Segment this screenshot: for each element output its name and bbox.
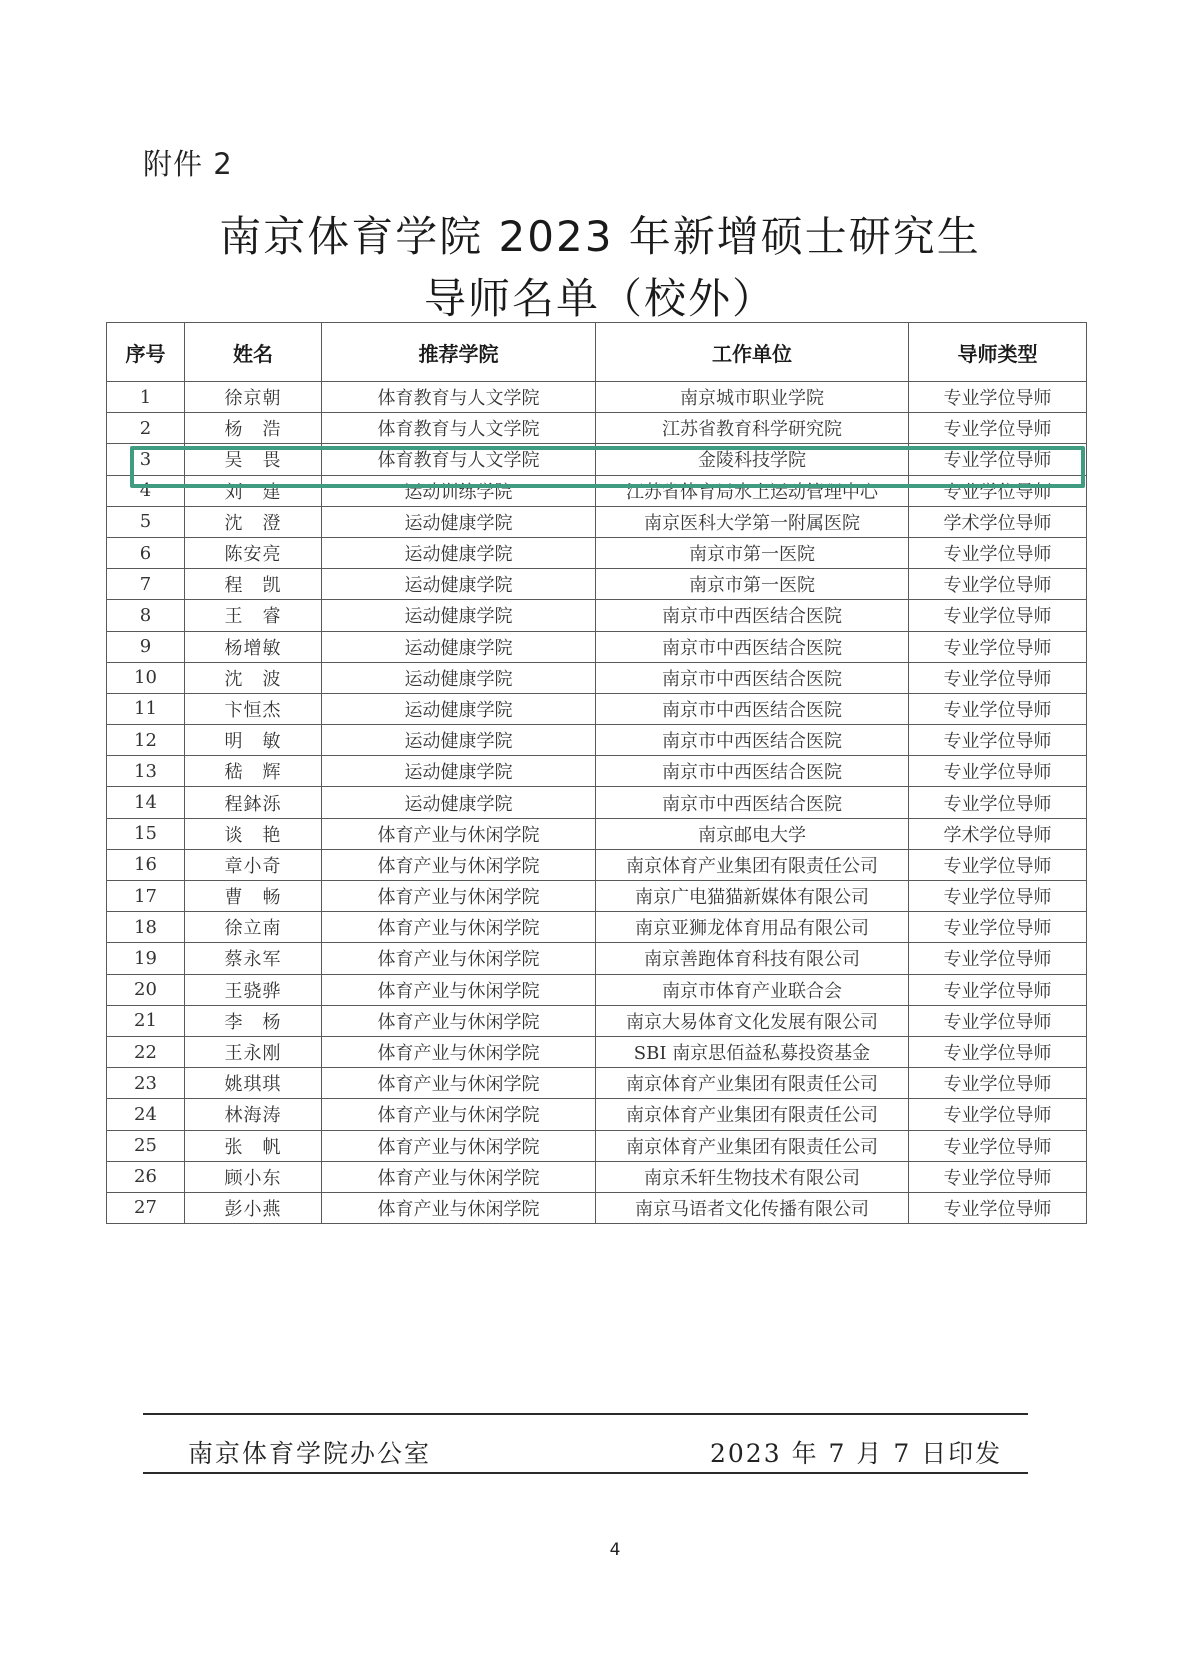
cell-work-unit: 南京广电猫猫新媒体有限公司 — [596, 881, 909, 912]
cell-college: 体育产业与休闲学院 — [322, 1005, 596, 1036]
cell-name: 吴 畏 — [185, 444, 322, 475]
table-row — [107, 506, 1087, 537]
cell-work-unit: 金陵科技学院 — [596, 444, 909, 475]
cell-college: 体育产业与休闲学院 — [322, 1192, 596, 1223]
cell-supervisor-type: 专业学位导师 — [909, 912, 1087, 943]
cell-supervisor-type: 专业学位导师 — [909, 787, 1087, 818]
cell-college: 体育产业与休闲学院 — [322, 974, 596, 1005]
cell-serial: 18 — [107, 912, 185, 943]
cell-serial: 6 — [107, 537, 185, 568]
cell-work-unit: 南京体育产业集团有限责任公司 — [596, 849, 909, 880]
cell-work-unit: 南京市第一医院 — [596, 569, 909, 600]
header-supervisor-type: 导师类型 — [909, 323, 1087, 382]
cell-supervisor-type: 专业学位导师 — [909, 1068, 1087, 1099]
cell-college: 运动健康学院 — [322, 506, 596, 537]
cell-name: 沈 澄 — [185, 506, 322, 537]
table-row — [107, 943, 1087, 974]
table-row — [107, 912, 1087, 943]
cell-college: 体育产业与休闲学院 — [322, 1068, 596, 1099]
cell-name: 曹 畅 — [185, 881, 322, 912]
cell-work-unit: 南京医科大学第一附属医院 — [596, 506, 909, 537]
cell-supervisor-type: 专业学位导师 — [909, 382, 1087, 413]
cell-name: 程 凯 — [185, 569, 322, 600]
cell-college: 体育产业与休闲学院 — [322, 881, 596, 912]
cell-name: 顾小东 — [185, 1161, 322, 1192]
cell-college: 体育产业与休闲学院 — [322, 1130, 596, 1161]
cell-college: 运动健康学院 — [322, 756, 596, 787]
footer-top-rule — [143, 1413, 1028, 1415]
cell-college: 体育产业与休闲学院 — [322, 818, 596, 849]
cell-serial: 21 — [107, 1005, 185, 1036]
cell-work-unit: 南京亚狮龙体育用品有限公司 — [596, 912, 909, 943]
cell-serial: 16 — [107, 849, 185, 880]
table-body — [107, 382, 1087, 1224]
cell-college: 运动健康学院 — [322, 569, 596, 600]
cell-college: 运动健康学院 — [322, 725, 596, 756]
cell-name: 王骁骅 — [185, 974, 322, 1005]
table-row — [107, 1099, 1087, 1130]
cell-serial: 17 — [107, 881, 185, 912]
cell-name: 卞恒杰 — [185, 693, 322, 724]
cell-supervisor-type: 专业学位导师 — [909, 849, 1087, 880]
cell-supervisor-type: 专业学位导师 — [909, 413, 1087, 444]
cell-supervisor-type: 专业学位导师 — [909, 974, 1087, 1005]
cell-name: 姚琪琪 — [185, 1068, 322, 1099]
highlight-box — [130, 446, 1085, 488]
footer-bottom-rule — [143, 1472, 1028, 1474]
cell-serial: 4 — [107, 475, 185, 506]
cell-name: 陈安亮 — [185, 537, 322, 568]
cell-serial: 20 — [107, 974, 185, 1005]
footer-issuer: 南京体育学院办公室 — [188, 1439, 432, 1468]
table-row — [107, 756, 1087, 787]
cell-supervisor-type: 学术学位导师 — [909, 818, 1087, 849]
cell-college: 体育产业与休闲学院 — [322, 943, 596, 974]
cell-work-unit: 南京市体育产业联合会 — [596, 974, 909, 1005]
document-title-line1: 南京体育学院 2023 年新增硕士研究生 — [219, 212, 981, 261]
cell-serial: 14 — [107, 787, 185, 818]
table-row — [107, 1005, 1087, 1036]
document-title-line2: 导师名单（校外） — [423, 274, 776, 323]
cell-college: 体育教育与人文学院 — [322, 413, 596, 444]
cell-supervisor-type: 专业学位导师 — [909, 662, 1087, 693]
cell-college: 运动训练学院 — [322, 475, 596, 506]
cell-college: 体育产业与休闲学院 — [322, 1161, 596, 1192]
cell-name: 张 帆 — [185, 1130, 322, 1161]
cell-name: 刘 建 — [185, 475, 322, 506]
cell-college: 运动健康学院 — [322, 787, 596, 818]
cell-serial: 26 — [107, 1161, 185, 1192]
cell-serial: 15 — [107, 818, 185, 849]
cell-serial: 23 — [107, 1068, 185, 1099]
cell-serial: 1 — [107, 382, 185, 413]
cell-supervisor-type: 专业学位导师 — [909, 881, 1087, 912]
cell-college: 体育产业与休闲学院 — [322, 912, 596, 943]
cell-name: 王 睿 — [185, 600, 322, 631]
cell-supervisor-type: 专业学位导师 — [909, 756, 1087, 787]
cell-college: 体育产业与休闲学院 — [322, 1099, 596, 1130]
cell-name: 徐立南 — [185, 912, 322, 943]
cell-supervisor-type: 专业学位导师 — [909, 1005, 1087, 1036]
table-row — [107, 1192, 1087, 1223]
cell-supervisor-type: 专业学位导师 — [909, 600, 1087, 631]
cell-serial: 27 — [107, 1192, 185, 1223]
cell-work-unit: 南京市中西医结合医院 — [596, 631, 909, 662]
cell-college: 体育教育与人文学院 — [322, 382, 596, 413]
cell-supervisor-type: 专业学位导师 — [909, 1036, 1087, 1067]
cell-name: 明 敏 — [185, 725, 322, 756]
cell-work-unit: 南京体育产业集团有限责任公司 — [596, 1099, 909, 1130]
cell-work-unit: 南京善跑体育科技有限公司 — [596, 943, 909, 974]
cell-serial: 3 — [107, 444, 185, 475]
cell-name: 程鉢泺 — [185, 787, 322, 818]
header-name: 姓名 — [185, 323, 322, 382]
cell-serial: 7 — [107, 569, 185, 600]
cell-college: 体育产业与休闲学院 — [322, 1036, 596, 1067]
table-row — [107, 413, 1087, 444]
cell-work-unit: 南京市中西医结合医院 — [596, 600, 909, 631]
cell-college: 运动健康学院 — [322, 693, 596, 724]
table-row — [107, 662, 1087, 693]
cell-supervisor-type: 专业学位导师 — [909, 569, 1087, 600]
cell-serial: 9 — [107, 631, 185, 662]
table-row — [107, 600, 1087, 631]
cell-serial: 19 — [107, 943, 185, 974]
cell-supervisor-type: 专业学位导师 — [909, 943, 1087, 974]
header-work-unit: 工作单位 — [596, 323, 909, 382]
cell-name: 彭小燕 — [185, 1192, 322, 1223]
cell-work-unit: 南京市中西医结合医院 — [596, 725, 909, 756]
cell-supervisor-type: 专业学位导师 — [909, 725, 1087, 756]
cell-work-unit: 南京市第一医院 — [596, 537, 909, 568]
table-row — [107, 382, 1087, 413]
cell-work-unit: 南京城市职业学院 — [596, 382, 909, 413]
page-number: 4 — [609, 1540, 621, 1560]
cell-serial: 10 — [107, 662, 185, 693]
cell-serial: 24 — [107, 1099, 185, 1130]
cell-supervisor-type: 专业学位导师 — [909, 693, 1087, 724]
table-row — [107, 569, 1087, 600]
cell-work-unit: 南京邮电大学 — [596, 818, 909, 849]
cell-serial: 13 — [107, 756, 185, 787]
cell-name: 蔡永军 — [185, 943, 322, 974]
cell-supervisor-type: 专业学位导师 — [909, 444, 1087, 475]
cell-supervisor-type: 专业学位导师 — [909, 1192, 1087, 1223]
cell-work-unit: 南京市中西医结合医院 — [596, 787, 909, 818]
table-row — [107, 1130, 1087, 1161]
cell-serial: 22 — [107, 1036, 185, 1067]
header-college: 推荐学院 — [322, 323, 596, 382]
table-row — [107, 631, 1087, 662]
cell-work-unit: 南京马语者文化传播有限公司 — [596, 1192, 909, 1223]
table-row — [107, 1036, 1087, 1067]
cell-supervisor-type: 专业学位导师 — [909, 475, 1087, 506]
cell-name: 嵇 辉 — [185, 756, 322, 787]
cell-serial: 2 — [107, 413, 185, 444]
cell-name: 徐京朝 — [185, 382, 322, 413]
cell-supervisor-type: 专业学位导师 — [909, 631, 1087, 662]
table-row — [107, 1068, 1087, 1099]
cell-supervisor-type: 专业学位导师 — [909, 1130, 1087, 1161]
cell-name: 沈 波 — [185, 662, 322, 693]
cell-work-unit: 南京禾轩生物技术有限公司 — [596, 1161, 909, 1192]
cell-work-unit: 南京市中西医结合医院 — [596, 693, 909, 724]
table-header-row — [107, 323, 1087, 382]
cell-college: 运动健康学院 — [322, 631, 596, 662]
header-serial: 序号 — [107, 323, 185, 382]
table-row — [107, 725, 1087, 756]
attachment-label: 附件 2 — [143, 147, 233, 181]
cell-name: 王永刚 — [185, 1036, 322, 1067]
table-row — [107, 881, 1087, 912]
cell-name: 章小奇 — [185, 849, 322, 880]
table-row — [107, 818, 1087, 849]
cell-college: 运动健康学院 — [322, 537, 596, 568]
cell-supervisor-type: 学术学位导师 — [909, 506, 1087, 537]
cell-work-unit: 南京市中西医结合医院 — [596, 756, 909, 787]
cell-name: 杨 浩 — [185, 413, 322, 444]
table-row — [107, 693, 1087, 724]
cell-college: 体育教育与人文学院 — [322, 444, 596, 475]
cell-work-unit: 南京体育产业集团有限责任公司 — [596, 1068, 909, 1099]
cell-serial: 12 — [107, 725, 185, 756]
cell-work-unit: SBI 南京思佰益私募投资基金 — [596, 1036, 909, 1067]
cell-serial: 11 — [107, 693, 185, 724]
cell-work-unit: 南京大易体育文化发展有限公司 — [596, 1005, 909, 1036]
cell-supervisor-type: 专业学位导师 — [909, 1099, 1087, 1130]
table-row — [107, 787, 1087, 818]
cell-college: 体育产业与休闲学院 — [322, 849, 596, 880]
cell-name: 李 杨 — [185, 1005, 322, 1036]
cell-work-unit: 江苏省教育科学研究院 — [596, 413, 909, 444]
cell-work-unit: 南京市中西医结合医院 — [596, 662, 909, 693]
cell-serial: 25 — [107, 1130, 185, 1161]
table-row — [107, 974, 1087, 1005]
cell-name: 谈 艳 — [185, 818, 322, 849]
cell-supervisor-type: 专业学位导师 — [909, 1161, 1087, 1192]
table-row — [107, 849, 1087, 880]
cell-college: 运动健康学院 — [322, 662, 596, 693]
cell-name: 林海涛 — [185, 1099, 322, 1130]
footer-date: 2023 年 7 月 7 日印发 — [710, 1439, 1003, 1468]
cell-college: 运动健康学院 — [322, 600, 596, 631]
cell-serial: 5 — [107, 506, 185, 537]
table-row — [107, 1161, 1087, 1192]
cell-serial: 8 — [107, 600, 185, 631]
cell-work-unit: 江苏省体育局水上运动管理中心 — [596, 475, 909, 506]
cell-supervisor-type: 专业学位导师 — [909, 537, 1087, 568]
table-row — [107, 537, 1087, 568]
cell-name: 杨增敏 — [185, 631, 322, 662]
cell-work-unit: 南京体育产业集团有限责任公司 — [596, 1130, 909, 1161]
